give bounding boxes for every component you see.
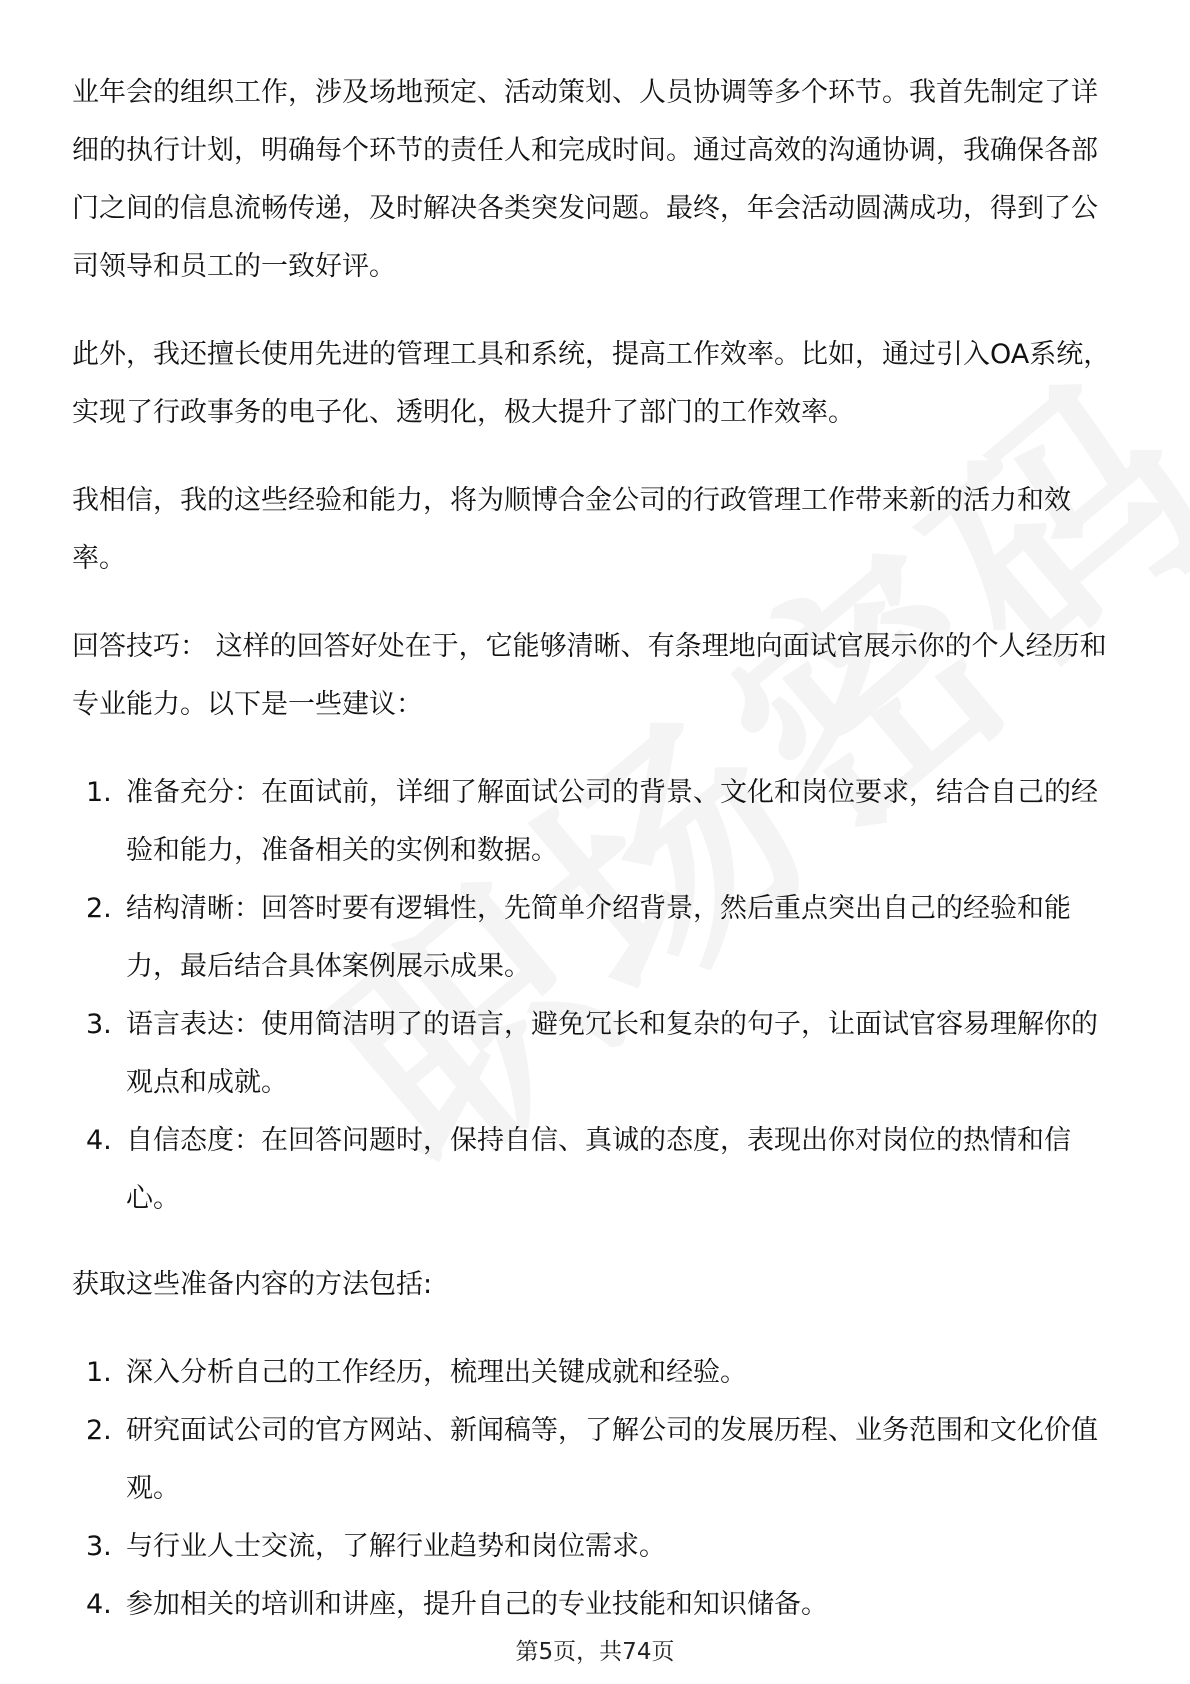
list-item-text: 参加相关的培训和讲座，提升自己的专业技能和知识储备。 <box>126 1589 828 1620</box>
paragraph-methods-intro: 获取这些准备内容的方法包括: <box>72 1269 433 1300</box>
list-item <box>72 1576 1122 1634</box>
document-body <box>72 64 1122 1662</box>
list-number: 4. <box>86 1125 112 1156</box>
list-number: 1. <box>86 777 112 808</box>
list-item-text: 准备充分：在面试前，详细了解面试公司的背景、文化和岗位要求，结合自己的经验和能力，准备相关的实例和数据。 <box>126 777 1098 866</box>
methods-list <box>72 1344 1122 1634</box>
list-item-text: 与行业人士交流，了解行业趋势和岗位需求。 <box>126 1531 666 1562</box>
list-number: 2. <box>86 1415 112 1446</box>
list-item-text: 自信态度：在回答问题时，保持自信、真诚的态度，表现出你对岗位的热情和信心。 <box>126 1125 1071 1214</box>
paragraph-belief: 我相信，我的这些经验和能力，将为顺博合金公司的行政管理工作带来新的活力和效率。 <box>72 485 1071 574</box>
paragraph-oa-system: 此外，我还擅长使用先进的管理工具和系统，提高工作效率。比如，通过引入OA系统，实现了行政事务的电子化、透明化，极大提升了部门的工作效率。 <box>72 339 1111 428</box>
tips-list <box>72 764 1122 1228</box>
list-item-text: 深入分析自己的工作经历，梳理出关键成就和经验。 <box>126 1357 747 1388</box>
list-item <box>72 996 1122 1112</box>
list-number: 1. <box>86 1357 112 1388</box>
list-item <box>72 1112 1122 1228</box>
list-number: 3. <box>86 1009 112 1040</box>
list-item-text: 研究面试公司的官方网站、新闻稿等，了解公司的发展历程、业务范围和文化价值观。 <box>126 1415 1098 1504</box>
page-number-footer: 第5页，共74页 <box>515 1639 675 1665</box>
list-item-text: 结构清晰：回答时要有逻辑性，先简单介绍背景，然后重点突出自己的经验和能力，最后结合具体案例展示成果。 <box>126 893 1071 982</box>
paragraph-annual-meeting: 业年会的组织工作，涉及场地预定、活动策划、人员协调等多个环节。我首先制定了详细的执行计划，明确每个环节的责任人和完成时间。通过高效的沟通协调，我确保各部门之间的信息流畅传递，及时解决各类突发问题。最终，年会活动圆满成功，得到了公司领导和员工的一致好评。 <box>72 77 1098 282</box>
list-number: 2. <box>86 893 112 924</box>
list-item <box>72 764 1122 880</box>
list-number: 4. <box>86 1589 112 1620</box>
list-item <box>72 1518 1122 1576</box>
list-item <box>72 880 1122 996</box>
list-item <box>72 1402 1122 1518</box>
list-item-text: 语言表达：使用简洁明了的语言，避免冗长和复杂的句子，让面试官容易理解你的观点和成就。 <box>126 1009 1098 1098</box>
list-number: 3. <box>86 1531 112 1562</box>
list-item <box>72 1344 1122 1402</box>
paragraph-answer-tips: 回答技巧： 这样的回答好处在于，它能够清晰、有条理地向面试官展示你的个人经历和专业能力。以下是一些建议： <box>72 631 1107 720</box>
